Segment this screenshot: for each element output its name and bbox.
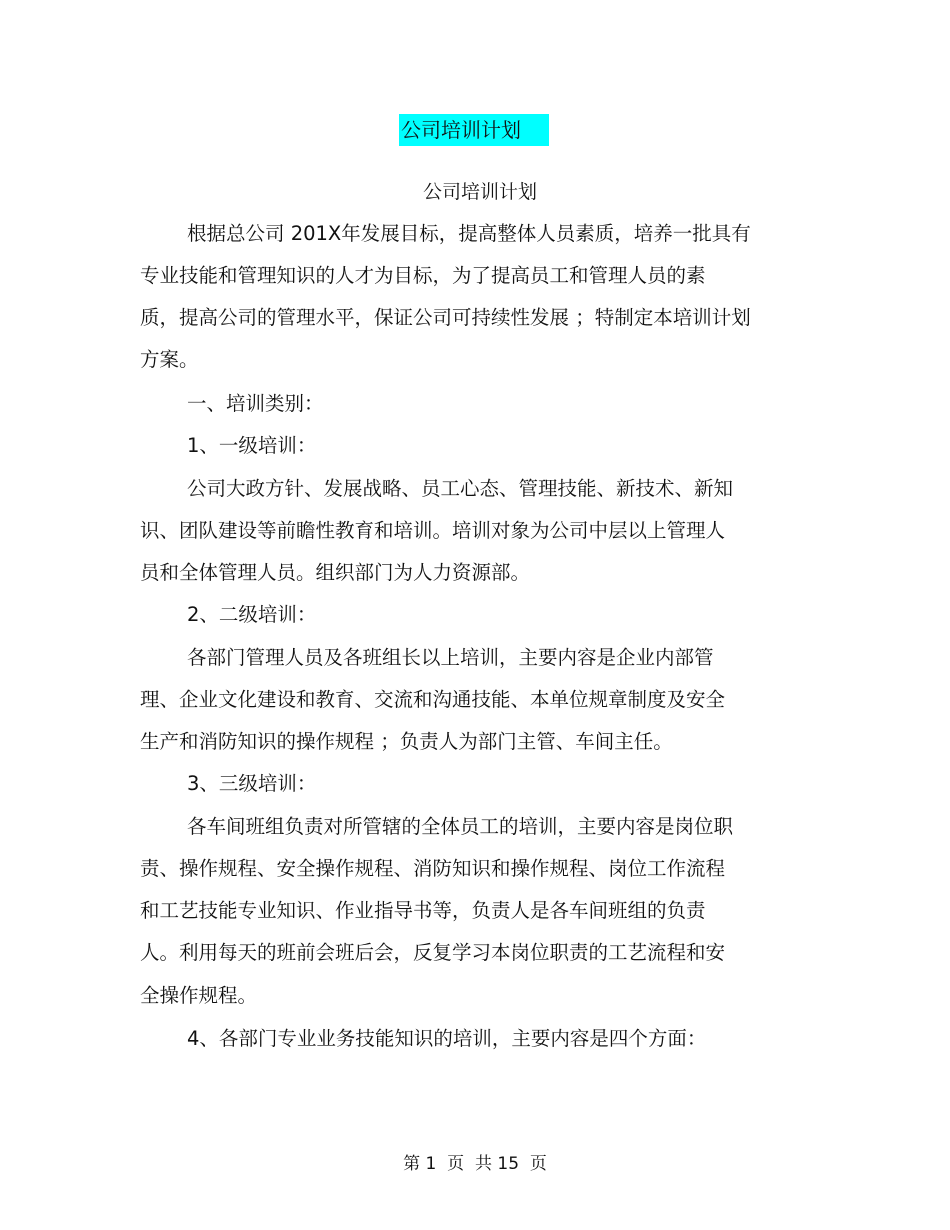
- paragraph-line: 责、操作规程、安全操作规程、消防知识和操作规程、岗位工作流程: [140, 857, 726, 880]
- paragraph-line: 质，提高公司的管理水平，保证公司可持续性发展 ；特制定本培训计划: [140, 306, 751, 329]
- paragraph-line: 生产和消防知识的操作规程 ；负责人为部门主管、车间主任。: [140, 730, 673, 753]
- paragraph-line: 公司大政方针、发展战略、员工心态、管理技能、新技术、新知: [187, 477, 734, 500]
- paragraph-line: 员和全体管理人员。组织部门为人力资源部。: [140, 561, 531, 584]
- paragraph-line: 人。利用每天的班前会班后会，反复学习本岗位职责的工艺流程和安: [140, 941, 726, 964]
- paragraph-line: 各车间班组负责对所管辖的全体员工的培训，主要内容是岗位职: [187, 815, 734, 838]
- paragraph-line: 方案。: [140, 348, 199, 371]
- subsection-heading: 1、一级培训：: [187, 434, 317, 457]
- subsection-heading: 3、三级培训：: [187, 772, 317, 795]
- paragraph-line: 各部门管理人员及各班组长以上培训，主要内容是企业内部管: [187, 646, 714, 669]
- paragraph-line: 理、企业文化建设和教育、交流和沟通技能、本单位规章制度及安全: [140, 688, 726, 711]
- section-heading: 一、培训类别：: [187, 392, 324, 415]
- paragraph-line: 和工艺技能专业知识、作业指导书等，负责人是各车间班组的负责: [140, 899, 706, 922]
- paragraph-line: 根据总公司 201X年发展目标，提高整体人员素质，培养一批具有: [187, 222, 751, 245]
- page-title: 公司培训计划: [401, 118, 521, 142]
- paragraph-line: 专业技能和管理知识的人才为目标，为了提高员工和管理人员的素: [140, 264, 706, 287]
- subsection-heading: 2、二级培训：: [187, 603, 317, 626]
- paragraph-line: 识、团队建设等前瞻性教育和培训。培训对象为公司中层以上管理人: [140, 519, 726, 542]
- subsection-heading: 4、各部门专业业务技能知识的培训，主要内容是四个方面：: [187, 1027, 707, 1050]
- paragraph-line: 全操作规程。: [140, 984, 258, 1007]
- page-footer: 第 1 页 共 15 页: [403, 1154, 547, 1174]
- document-subtitle: 公司培训计划: [422, 181, 537, 203]
